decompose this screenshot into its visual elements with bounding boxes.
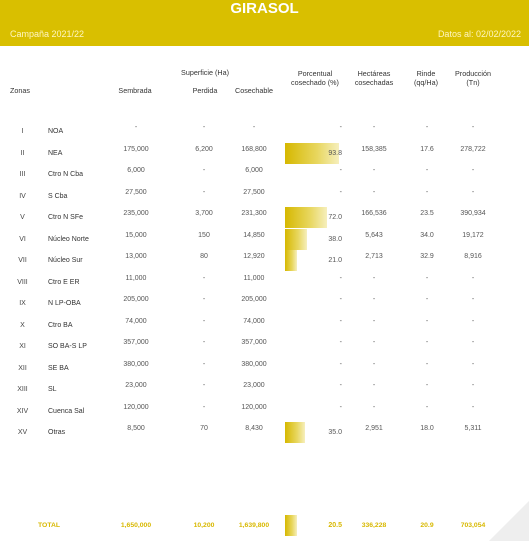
cell-perdida: - (202, 296, 206, 303)
cell-produccion: - (471, 339, 475, 346)
zona-name: Núcleo Sur (48, 257, 83, 264)
cell-cosechable: 27,500 (243, 188, 265, 196)
cell-hectareas: - (372, 339, 376, 346)
percent-cell (284, 515, 346, 536)
cell-perdida: 10,200 (193, 522, 215, 529)
percent-cell (284, 315, 346, 336)
zona-name: Otras (48, 429, 66, 436)
column-header-perdida: Perdida (192, 86, 218, 95)
cell-produccion: - (471, 360, 475, 368)
table-row (0, 229, 529, 250)
cell-hectareas: 166,536 (361, 210, 387, 217)
table-row (0, 186, 529, 207)
cell-perdida: 70 (200, 425, 208, 432)
cell-produccion: 703,054 (460, 522, 486, 529)
percent-value: - (339, 382, 342, 389)
cell-hectareas: - (372, 317, 376, 325)
zona-number: XV (17, 429, 28, 436)
column-header-rinde (406, 69, 446, 87)
zona-name: Ctro E ER (48, 278, 80, 286)
cell-produccion: - (471, 382, 475, 389)
zona-number: V (20, 214, 25, 221)
produccion-line-1: Producción (455, 69, 491, 78)
cell-sembrada: 11,000 (125, 274, 147, 282)
cell-perdida: - (202, 124, 206, 131)
cell-cosechable: 8,430 (245, 425, 263, 432)
percent-value: - (339, 188, 342, 196)
zona-number: VIII (17, 278, 28, 286)
column-header-superficie: Superficie (Ha) (181, 68, 229, 77)
cell-perdida: - (202, 339, 206, 346)
cell-sembrada: - (134, 124, 138, 131)
rinde-line-2: (qq/Ha) (414, 78, 438, 87)
cell-cosechable: 168,800 (241, 145, 267, 153)
percent-value: - (339, 274, 342, 282)
zona-number: IV (19, 192, 26, 200)
zona-name: SE BA (48, 364, 69, 372)
data-date: Datos al: 02/02/2022 (437, 29, 521, 39)
percent-cell (284, 293, 346, 314)
column-header-porcentual (282, 69, 348, 87)
zona-number: VII (18, 257, 27, 264)
porcentual-line-1: Porcentual (297, 69, 333, 78)
cell-sembrada: 1,650,000 (120, 522, 152, 529)
cell-cosechable: 11,000 (243, 274, 265, 282)
cell-rinde: - (425, 339, 429, 346)
table-row (0, 143, 529, 164)
cell-produccion: - (471, 167, 475, 174)
cell-hectareas: 158,385 (361, 145, 387, 153)
cell-rinde: - (425, 274, 429, 282)
total-row (0, 515, 529, 536)
hectareas-line-1: Hectáreas (357, 69, 391, 78)
produccion-line-2: (Tn) (466, 78, 480, 87)
cell-hectareas: 2,713 (365, 253, 383, 260)
table-row (0, 315, 529, 336)
percent-value: 21.0 (328, 257, 342, 264)
percent-value: - (339, 403, 342, 411)
zona-name: Cuenca Sal (48, 407, 85, 415)
page-corner (489, 501, 529, 541)
cell-rinde: - (425, 360, 429, 368)
cell-sembrada: 8,500 (127, 425, 145, 432)
cell-cosechable: 357,000 (241, 339, 267, 346)
table-row (0, 358, 529, 379)
cell-perdida: - (202, 274, 206, 282)
table-row (0, 272, 529, 293)
cell-sembrada: 13,000 (125, 253, 147, 260)
percent-value: 20.5 (328, 522, 342, 529)
cell-rinde: 17.6 (420, 145, 434, 153)
total-label: TOTAL (38, 522, 61, 529)
percent-value: 93.8 (328, 149, 342, 157)
zona-name: Ctro N Cba (48, 171, 84, 178)
cell-produccion: 8,916 (464, 253, 482, 260)
cell-rinde: - (425, 167, 429, 174)
cell-hectareas: - (372, 167, 376, 174)
cell-perdida: - (202, 317, 206, 325)
percent-cell (284, 422, 346, 443)
percent-value: 72.0 (328, 214, 342, 221)
cell-rinde: - (425, 188, 429, 196)
column-header-sembrada: Sembrada (118, 86, 152, 95)
cell-sembrada: 205,000 (123, 296, 149, 303)
zona-name: N LP-OBA (48, 300, 81, 307)
cell-hectareas: - (372, 188, 376, 196)
percent-value: - (339, 317, 342, 325)
hectareas-line-2: cosechadas (354, 78, 394, 87)
cell-produccion: - (471, 296, 475, 303)
cell-hectareas: - (372, 124, 376, 131)
percent-value: - (339, 360, 342, 368)
percent-cell (284, 186, 346, 207)
cell-sembrada: 6,000 (127, 167, 145, 174)
percent-cell (284, 143, 346, 164)
zona-number: I (21, 128, 24, 135)
zona-name: SO BA-S LP (48, 343, 87, 350)
cell-sembrada: 235,000 (123, 210, 149, 217)
cell-hectareas: 5,643 (365, 231, 383, 239)
cell-rinde: 34.0 (420, 231, 434, 239)
cell-produccion: 19,172 (462, 231, 484, 239)
table-row (0, 401, 529, 422)
cell-perdida: - (202, 382, 206, 389)
cell-perdida: - (202, 360, 206, 368)
zona-number: XIII (17, 386, 28, 393)
cell-hectareas: - (372, 360, 376, 368)
table-row (0, 422, 529, 443)
zona-number: XII (18, 364, 27, 372)
cell-produccion: 5,311 (464, 425, 482, 432)
cell-rinde: 23.5 (420, 210, 434, 217)
zona-number: VI (19, 235, 26, 243)
cell-cosechable: 380,000 (241, 360, 267, 368)
cell-perdida: 80 (200, 253, 208, 260)
zona-number: II (20, 149, 25, 157)
cell-produccion: - (471, 274, 475, 282)
cell-cosechable: 120,000 (241, 403, 267, 411)
cell-produccion: 278,722 (460, 145, 486, 153)
column-header-zonas: Zonas (10, 86, 30, 95)
cell-cosechable: 1,639,800 (238, 522, 270, 529)
percent-cell (284, 121, 346, 142)
cell-perdida: - (202, 167, 206, 174)
cell-perdida: 6,200 (195, 145, 213, 153)
cell-produccion: - (471, 188, 475, 196)
cell-cosechable: 23,000 (243, 382, 265, 389)
cell-sembrada: 74,000 (125, 317, 147, 325)
cell-hectareas: - (372, 382, 376, 389)
page-title: GIRASOL (230, 0, 299, 17)
cell-rinde: - (425, 382, 429, 389)
cell-cosechable: 14,850 (243, 231, 265, 239)
column-header-hectareas (348, 69, 400, 87)
cell-produccion: - (471, 317, 475, 325)
cell-produccion: 390,934 (460, 210, 486, 217)
cell-perdida: - (202, 188, 206, 196)
cell-rinde: 18.0 (420, 425, 434, 432)
percent-cell (284, 250, 346, 271)
cell-produccion: - (471, 124, 475, 131)
cell-rinde: - (425, 403, 429, 411)
percent-cell (284, 272, 346, 293)
zona-name: SL (48, 386, 57, 393)
column-header-cosechable: Cosechable (235, 86, 273, 95)
percent-value: - (339, 167, 342, 174)
cell-sembrada: 380,000 (123, 360, 149, 368)
cell-sembrada: 27,500 (125, 188, 147, 196)
cell-perdida: - (202, 403, 206, 411)
cell-cosechable: 12,920 (243, 253, 265, 260)
table-row (0, 336, 529, 357)
table-row (0, 164, 529, 185)
campaign-label: Campaña 2021/22 (10, 29, 85, 39)
cell-perdida: 3,700 (195, 210, 213, 217)
rinde-line-1: Rinde (416, 69, 436, 78)
cell-sembrada: 23,000 (125, 382, 147, 389)
porcentual-line-2: cosechado (%) (291, 78, 339, 87)
cell-cosechable: 231,300 (241, 210, 267, 217)
table-row (0, 207, 529, 228)
table-row (0, 121, 529, 142)
zona-number: XIV (16, 407, 29, 415)
cell-rinde: - (425, 296, 429, 303)
cell-cosechable: - (252, 124, 256, 131)
cell-rinde: - (425, 317, 429, 325)
cell-rinde: 32.9 (420, 253, 434, 260)
zona-name: S Cba (48, 192, 68, 200)
percent-cell (284, 379, 346, 400)
percent-cell (284, 358, 346, 379)
percent-value: - (339, 124, 342, 131)
zona-name: NOA (48, 128, 64, 135)
table-row (0, 379, 529, 400)
percent-cell (284, 207, 346, 228)
table-row (0, 293, 529, 314)
cell-hectareas: - (372, 403, 376, 411)
cell-sembrada: 120,000 (123, 403, 149, 411)
percent-cell (284, 164, 346, 185)
cell-hectareas: - (372, 296, 376, 303)
cell-hectareas: 2,951 (365, 425, 383, 432)
zona-name: Ctro N SFe (48, 214, 84, 221)
percent-cell (284, 229, 346, 250)
zona-name: Ctro BA (48, 321, 73, 329)
cell-cosechable: 205,000 (241, 296, 267, 303)
column-header-produccion (450, 69, 496, 87)
zona-number: XI (19, 343, 26, 350)
percent-value: - (339, 296, 342, 303)
percent-value: - (339, 339, 342, 346)
cell-rinde: - (425, 124, 429, 131)
zona-number: X (20, 321, 25, 329)
cell-perdida: 150 (198, 231, 210, 239)
percent-value: 35.0 (328, 429, 342, 436)
percent-cell (284, 336, 346, 357)
cell-hectareas: 336,228 (361, 522, 387, 529)
cell-rinde: 20.9 (420, 522, 434, 529)
cell-sembrada: 175,000 (123, 145, 149, 153)
table-row (0, 250, 529, 271)
cell-produccion: - (471, 403, 475, 411)
cell-cosechable: 6,000 (245, 167, 263, 174)
cell-sembrada: 357,000 (123, 339, 149, 346)
cell-cosechable: 74,000 (243, 317, 265, 325)
cell-hectareas: - (372, 274, 376, 282)
percent-value: 38.0 (328, 235, 342, 243)
zona-name: NEA (48, 149, 63, 157)
zona-number: IX (19, 300, 26, 307)
zona-number: III (19, 171, 26, 178)
zona-name: Núcleo Norte (48, 235, 89, 243)
cell-sembrada: 15,000 (125, 231, 147, 239)
percent-cell (284, 401, 346, 422)
